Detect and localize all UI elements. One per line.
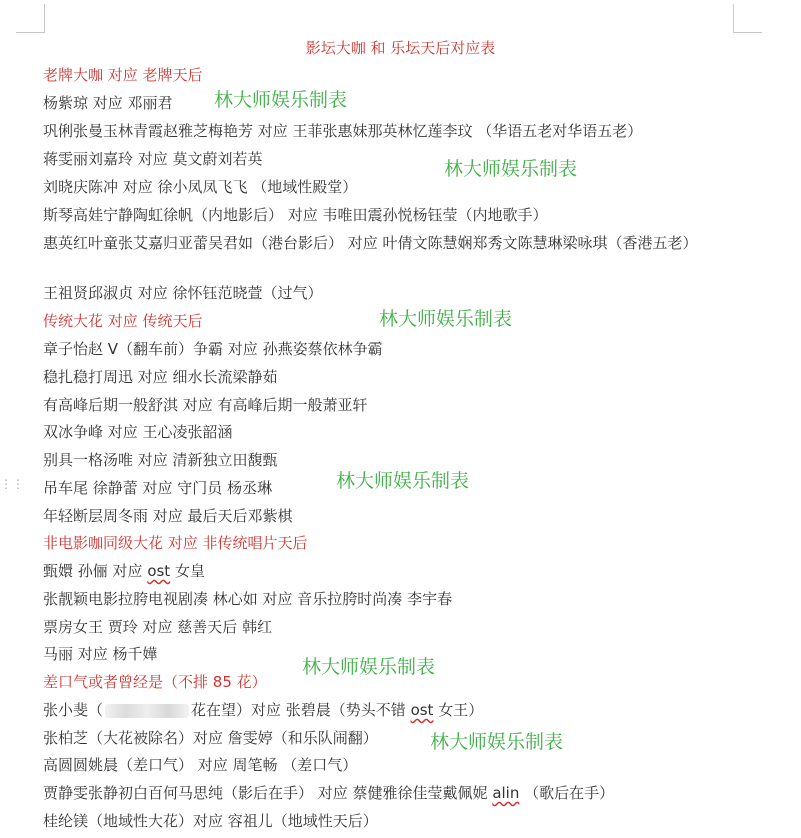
text-line: 惠英红叶童张艾嘉归亚蕾吴君如（港台影后） 对应 叶倩文陈慧娴郑秀文陈慧琳梁咏琪（香港五老） (43, 234, 698, 252)
page-margin-corner-top-left (16, 4, 45, 33)
text-line: 张柏芝（大花被除名）对应 詹雯婷（和乐队闹翻） (43, 729, 378, 747)
watermark: 林大师娱乐制表 (379, 308, 513, 330)
text-line: 杨紫琼 对应 邓丽君 (43, 94, 173, 112)
spellcheck-word[interactable]: alin (492, 784, 520, 802)
text-segment: 甄嬛 孙俪 对应 (43, 562, 148, 580)
section-heading: 差口气或者曾经是（不排 85 花） (43, 673, 267, 691)
spellcheck-word[interactable]: ost (147, 562, 171, 580)
text-segment: 贾静雯张静初白百何马思纯（影后在手） 对应 蔡健雅徐佳莹戴佩妮 (43, 784, 493, 802)
section-heading: 非电影咖同级大花 对应 非传统唱片天后 (43, 534, 308, 552)
text-line: 斯琴高娃宁静陶虹徐帆（内地影后） 对应 韦唯田震孙悦杨钰莹（内地歌手） (43, 206, 548, 224)
text-line: 有高峰后期一般舒淇 对应 有高峰后期一般萧亚轩 (43, 396, 368, 414)
text-line (43, 697, 749, 723)
text-line: 双冰争峰 对应 王心凌张韶涵 (43, 423, 233, 441)
text-line: 高圆圆姚晨（差口气） 对应 周笔畅 （差口气） (43, 756, 358, 774)
spellcheck-word[interactable]: ost (410, 701, 434, 719)
text-line: 别具一格汤唯 对应 清新独立田馥甄 (43, 451, 278, 469)
text-line: 稳扎稳打周迅 对应 细水长流梁静茹 (43, 368, 278, 386)
watermark: 林大师娱乐制表 (302, 656, 436, 678)
redacted-text (105, 704, 189, 718)
text-line: 吊车尾 徐静蕾 对应 守门员 杨丞琳 (43, 479, 273, 497)
text-line: 刘晓庆陈冲 对应 徐小凤凤飞飞 （地域性殿堂） (43, 178, 358, 196)
text-line: 马丽 对应 杨千嬅 (43, 645, 158, 663)
text-line: 王祖贤邱淑贞 对应 徐怀钰范晓萱（过气） (43, 284, 323, 302)
text-line: 票房女王 贾玲 对应 慈善天后 韩红 (43, 618, 273, 636)
watermark: 林大师娱乐制表 (214, 89, 348, 111)
text-segment: 女王） (433, 701, 484, 719)
text-line: 蒋雯丽刘嘉玲 对应 莫文蔚刘若英 (43, 150, 263, 168)
watermark: 林大师娱乐制表 (444, 158, 578, 180)
text-line: 年轻断层周冬雨 对应 最后天后邓紫棋 (43, 507, 293, 525)
text-segment: 花在望）对应 张碧晨（势头不错 (191, 701, 411, 719)
document-title: 影坛大咖 和 乐坛天后对应表 (305, 39, 496, 57)
text-segment: （歌后在手） (519, 784, 615, 802)
section-heading: 老牌大咖 对应 老牌天后 (43, 66, 203, 84)
text-line: 巩俐张曼玉林青霞赵雅芝梅艳芳 对应 王菲张惠妹那英林忆莲李玟 （华语五老对华语五老） (43, 122, 643, 140)
section-heading: 传统大花 对应 传统天后 (43, 312, 203, 330)
text-line: 章子怡赵 V（翻车前）争霸 对应 孙燕姿蔡依林争霸 (43, 340, 383, 358)
text-segment: 张小斐（ (43, 701, 104, 719)
drag-handle-icon[interactable]: ⋮⋮ (0, 477, 24, 491)
text-line (43, 780, 749, 806)
text-line: 张靓颖电影拉胯电视剧凑 林心如 对应 音乐拉胯时尚凑 李宇春 (43, 590, 453, 608)
watermark: 林大师娱乐制表 (430, 731, 564, 753)
text-line (43, 558, 749, 584)
watermark: 林大师娱乐制表 (336, 470, 470, 492)
text-line: 桂纶镁（地域性大花）对应 容祖儿（地域性天后） (43, 812, 378, 830)
text-segment: 女皇 (170, 562, 205, 580)
page-margin-corner-top-right (733, 4, 762, 33)
